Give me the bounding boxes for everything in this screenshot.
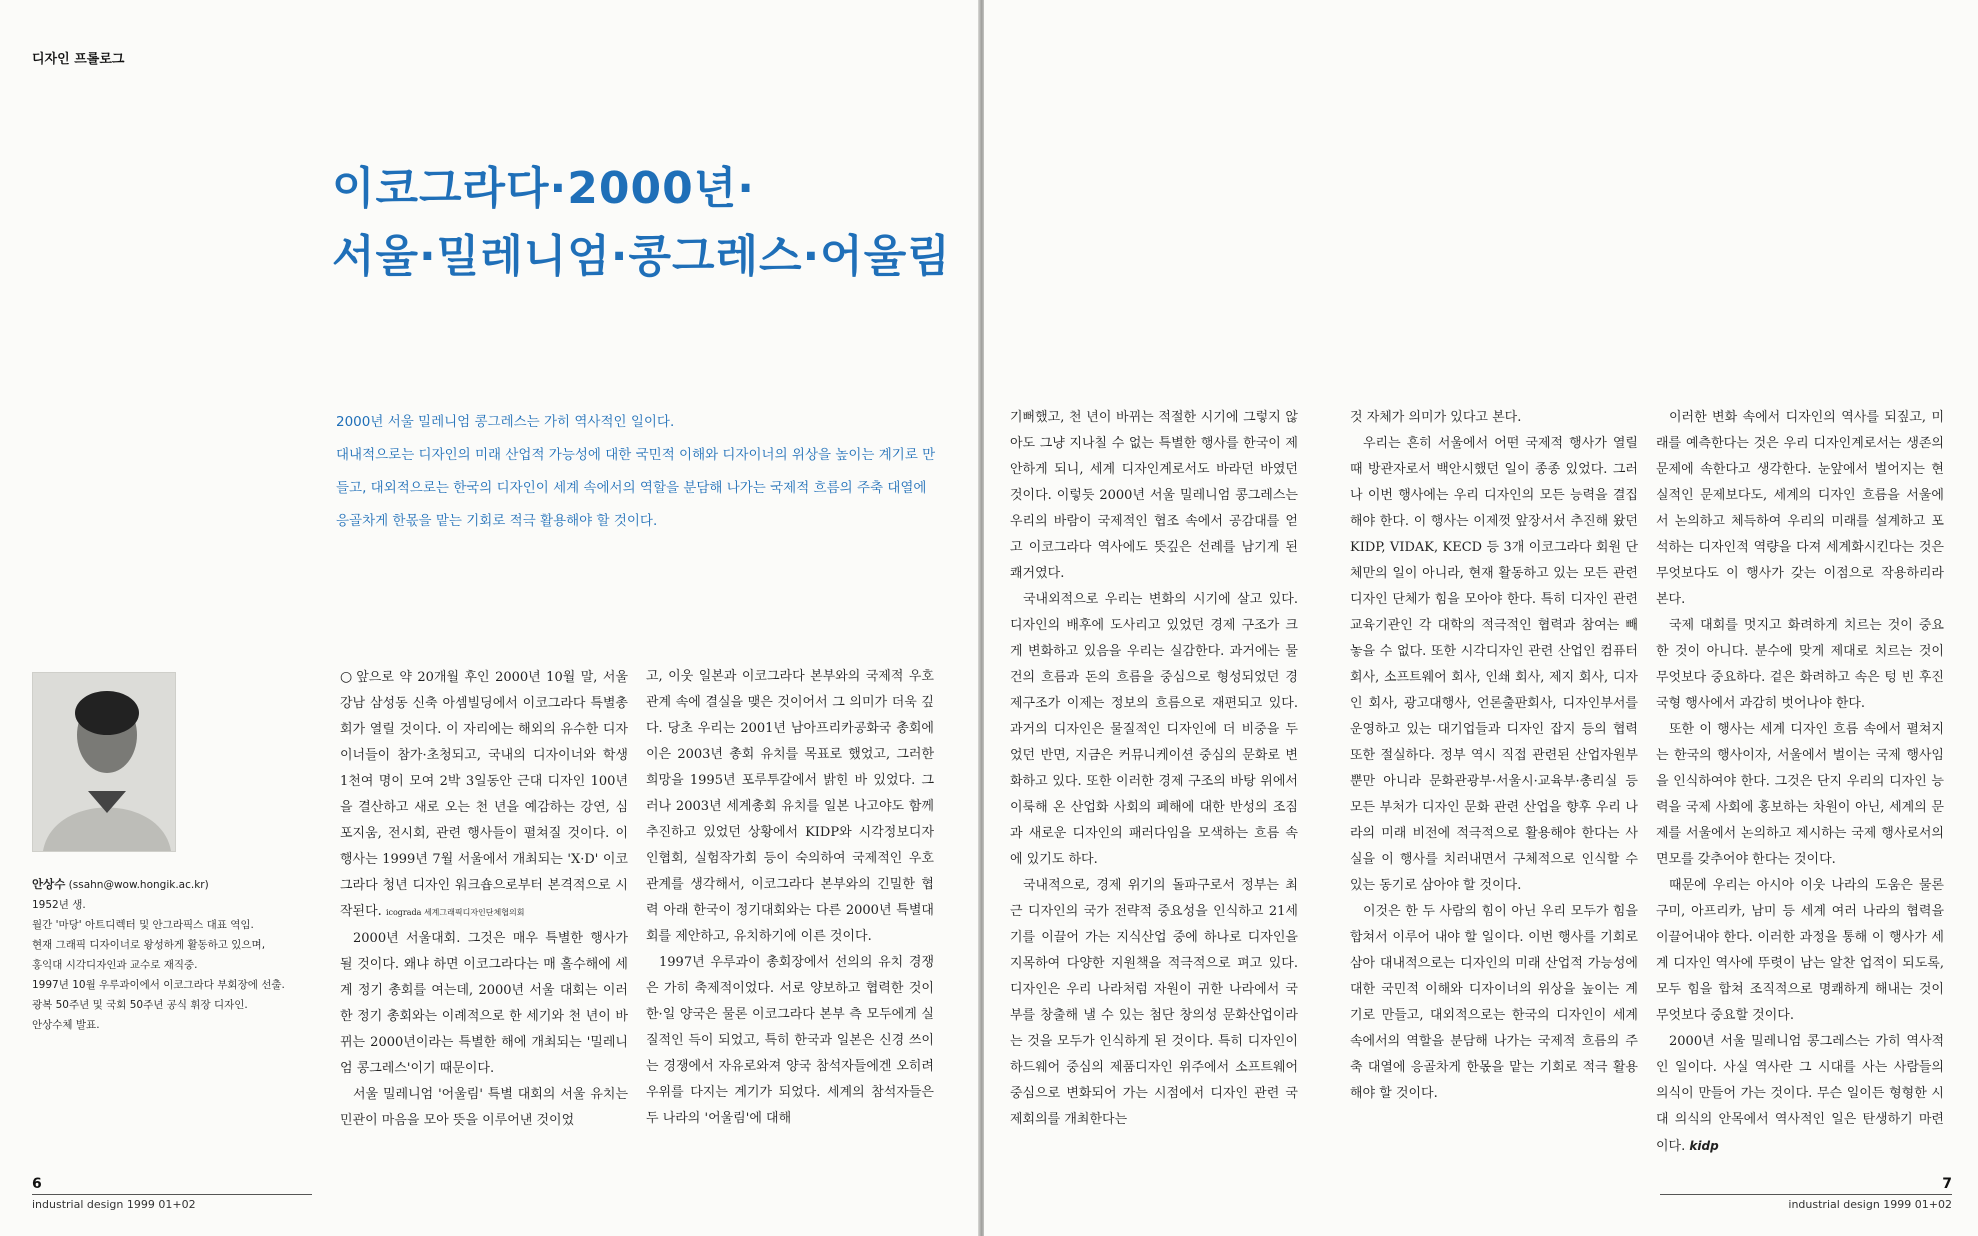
author-email: (ssahn@wow.hongik.ac.kr) [68,879,209,891]
author-name: 안상수 [32,877,66,891]
title-line-2: 서울·밀레니엄·콩그레스·어울림 [332,231,951,282]
bio-line: 1952년 생. [32,899,86,911]
left-page [0,0,980,1236]
body-column-2 [646,664,934,1132]
paragraph-marker-icon: ○ [340,669,353,685]
author-photo [32,672,176,852]
bio-line: 광복 50주년 및 국회 50주년 공식 휘장 디자인. [32,999,248,1011]
body-column-1 [340,664,628,1134]
paragraph: 국제 대회를 멋지고 화려하게 치르는 것이 중요한 것이 아니다. 분수에 맞게 제대로 치르는 것이 무엇보다 중요하다. 겉은 화려하고 속은 텅 빈 후진국형 행사에서 과감히 벗어나야 한다. [1656,618,1944,711]
paragraph: 기뻐했고, 천 년이 바뀌는 적절한 시기에 그렇지 않아도 그냥 지나칠 수 없는 특별한 행사를 한국이 제안하게 되니, 세계 디자인계로서도 바라던 바였던 것이다. 이렇듯 2000년 서울 밀레니엄 콩그레스는 우리의 바람이 국제적인 협조 속에서 공감대를 얻고 이코그라다 역사에도 뜻깊은 선례를 남기게 된 쾌거였다. [1010,410,1298,581]
author-bio [32,874,302,1035]
body-column-4 [1350,405,1638,1107]
footer-rule [32,1194,312,1195]
body-column-5 [1656,405,1944,1160]
paragraph: 이러한 변화 속에서 디자인의 역사를 되짚고, 미래를 예측한다는 것은 우리 디자인계로서는 생존의 문제에 속한다고 생각한다. 눈앞에서 벌어지는 현실적인 문제보다도, 세계의 디자인 흐름을 서울에서 논의하고 체득하여 우리의 미래를 설계하고 포석하는 디자인적 역량을 다져 세계화시킨다는 것은 무엇보다도 이 행사가 갖는 이점으로 작용하리라 본다. [1656,410,1944,607]
lead-line-2: 대내적으로는 디자인의 미래 산업적 가능성에 대한 국민적 이해와 디자이너의 위상을 높이는 계기로 만들고, 대외적으로는 한국의 디자인이 세계 속에서의 역할을 분담해 나가는 국제적 흐름의 주축 대열에 응골차게 한몫을 맡는 기회로 적극 활용해야 할 것이다. [336,447,936,529]
body-column-3 [1010,405,1298,1133]
paragraph: 앞으로 약 20개월 후인 2000년 10월 말, 서울 강남 삼성동 신축 아셈빌딩에서 이코그라다 특별총회가 열릴 것이다. 이 자리에는 해외의 유수한 디자이너들이 참가·초청되고, 국내의 디자이너와 학생 1천여 명이 모여 2박 3일동안 근대 디자인 100년을 결산하고 새로 오는 천 년을 예감하는 강연, 심포지움, 전시회, 관련 행사들이 펼쳐질 것이다. 이 행사는 1999년 7월 서울에서 개최되는 'X·D' 이코그라다 청년 디자인 워크숍으로부터 본격적으로 시작된다. [340,670,628,919]
author-portrait-image [33,673,175,851]
title-line-1: 이코그라다·2000년· [332,163,755,214]
paragraph: 이것은 한 두 사람의 힘이 아닌 우리 모두가 힘을 합쳐서 이루어 내야 할 일이다. 이번 행사를 기회로 삼아 대내적으로는 디자인의 미래 산업적 가능성에 대한 국민적 이해와 디자이너의 위상을 높이는 계기로 만들고, 대외적으로는 한국의 디자인이 세계 속에서의 역할을 분담해 나가는 국제적 흐름의 주축 대열에 응골차게 한몫을 맡는 기회로 적극 활용해야 할 것이다. [1350,904,1638,1101]
lead-paragraph [336,406,936,538]
paragraph: 또한 이 행사는 세계 디자인 흐름 속에서 펼쳐지는 한국의 행사이자, 서울에서 벌이는 국제 행사임을 인식하여야 한다. 그것은 단지 우리의 디자인 능력을 국제 사회에 홍보하는 차원이 아닌, 세계의 문제를 서울에서 논의하고 제시하는 국제 행사로서의 면모를 갖추어야 한다는 것이다. [1656,722,1944,867]
bio-line: 현재 그래픽 디자이너로 왕성하게 활동하고 있으며, [32,939,266,951]
lead-line-1: 2000년 서울 밀레니엄 콩그레스는 가히 역사적인 일이다. [336,414,675,430]
footer-text: industrial design 1999 01+02 [32,1198,196,1211]
paragraph: 2000년 서울대회. 그것은 매우 특별한 행사가 될 것이다. 왜냐 하면 이코그라다는 매 홀수해에 세계 정기 총회를 여는데, 2000년 서울 대회는 이러한 정기 총회와는 이례적으로 한 세기와 천 년이 바뀌는 2000년이라는 특별한 해에 개최되는 '밀레니엄 콩그레스'이기 때문이다. [340,931,628,1076]
paragraph: 국내적으로, 경제 위기의 돌파구로서 정부는 최근 디자인의 국가 전략적 중요성을 인식하고 21세기를 이끌어 가는 지식산업 중에 하나로 디자인을 지목하여 다양한 지원책을 적극적으로 펴고 있다. 디자인은 우리 나라처럼 자원이 귀한 나라에서 국부를 창출해 낼 수 있는 첨단 창의성 문화산업이라는 것을 모두가 인식하게 된 것이다. 특히 디자인이 하드웨어 중심의 제품디자인 위주에서 소프트웨어 중심으로 변화되어 가는 시점에서 디자인 관련 국제회의를 개최한다는 [1010,878,1298,1127]
paragraph: 2000년 서울 밀레니엄 콩그레스는 가히 역사적인 일이다. 사실 역사란 그 시대를 사는 사람들의 의식이 만들어 가는 것이다. 무슨 일이든 형형한 시대 의식의 안목에서 역사적인 일은 탄생하기 마련이다. [1656,1034,1944,1154]
bio-line: 홍익대 시각디자인과 교수로 재직중. [32,959,198,971]
paragraph: 서울 밀레니엄 '어울림' 특별 대회의 서울 유치는 민관이 마음을 모아 뜻을 이루어낸 것이었 [340,1087,628,1128]
bio-line: 월간 '마당' 아트디렉터 및 안그라픽스 대표 역임. [32,919,254,931]
paragraph: 것 자체가 의미가 있다고 본다. [1350,410,1522,425]
kidp-mark: kidp [1689,1139,1719,1153]
page-number: 6 [32,1176,42,1192]
inline-note: icograda 세계그래픽디자인단체협의회 [385,908,525,917]
paragraph: 1997년 우루과이 총회장에서 선의의 유치 경쟁은 가히 축제적이었다. 서로 양보하고 협력한 것이 한·일 양국은 물론 이코그라다 본부 측 모두에게 실질적인 득이 되었고, 특히 한국과 일본은 신경 쓰이는 경쟁에서 자유로와져 양국 참석자들에겐 오히려 우위를 다지는 계기가 되었다. 세계의 참석자들은 두 나라의 '어울림'에 대해 [646,955,934,1126]
bio-line: 1997년 10월 우루과이에서 이코그라다 부회장에 선출. [32,979,285,991]
paragraph: 국내외적으로 우리는 변화의 시기에 살고 있다. 디자인의 배후에 도사리고 있었던 경제 구조가 크게 변화하고 있음을 우리는 실감한다. 과거에는 물건의 흐름과 돈의 흐름을 중심으로 형성되었던 경제구조가 이제는 정보의 흐름으로 재편되고 있다. 과거의 디자인은 물질적인 디자인에 더 비중을 두었던 반면, 지금은 커뮤니케이션 중심의 문화로 변화하고 있다. 또한 이러한 경제 구조의 바탕 위에서 이룩해 온 산업화 사회의 폐해에 대한 반성의 조짐과 새로운 디자인의 패러다임을 모색하는 흐름 속에 있기도 하다. [1010,592,1298,867]
footer-text: industrial design 1999 01+02 [1788,1198,1952,1211]
footer-rule [1660,1194,1952,1195]
article-title [332,155,951,291]
section-label: 디자인 프롤로그 [32,52,125,67]
bio-line: 안상수체 발표. [32,1019,100,1031]
paragraph: 고, 이웃 일본과 이코그라다 본부와의 국제적 우호관계 속에 결실을 맺은 것이어서 그 의미가 더욱 깊다. 당초 우리는 2001년 남아프리카공화국 총회에 이은 2003년 총회 유치를 목표로 했었고, 그러한 희망을 1995년 포루투갈에서 밝힌 바 있었다. 그러나 2003년 세계총회 유치를 일본 나고야도 함께 추진하고 있었던 상황에서 KIDP와 시각정보디자인협회, 실험작가회 등이 숙의하여 국제적인 우호관계를 생각해서, 이코그라다 본부와의 긴밀한 협력 아래 한국이 정기대회와는 다른 2000년 특별대회를 제안하고, 유치하기에 이른 것이다. [646,669,934,944]
paragraph: 때문에 우리는 아시아 이웃 나라의 도움은 물론 구미, 아프리카, 남미 등 세계 여러 나라의 협력을 이끌어내야 한다. 이러한 과정을 통해 이 행사가 세계 디자인 역사에 뚜렷이 남는 알찬 업적이 되도록, 모두 힘을 합쳐 조직적으로 명쾌하게 해내는 것이 무엇보다 중요할 것이다. [1656,878,1944,1023]
right-page [984,0,1978,1236]
paragraph: 우리는 흔히 서울에서 어떤 국제적 행사가 열릴 때 방관자로서 백안시했던 일이 종종 있었다. 그러나 이번 행사에는 우리 디자인의 모든 능력을 결집해야 한다. 이 행사는 이제껏 앞장서서 추진해 왔던 KIDP, VIDAK, KECD 등 3개 이코그라다 회원 단체만의 일이 아니라, 현재 활동하고 있는 모든 관련 디자인 단체가 힘을 모아야 한다. 특히 디자인 관련 교육기관인 각 대학의 적극적인 협력과 참여는 빼놓을 수 없다. 또한 시각디자인 관련 산업인 컴퓨터 회사, 소프트웨어 회사, 인쇄 회사, 제지 회사, 디자인 회사, 광고대행사, 언론출판회사, 디자인부서를 운영하고 있는 대기업들과 디자인 잡지 등의 협력 또한 절실하다. 정부 역시 직접 관련된 산업자원부뿐만 아니라 문화관광부·서울시·교육부·총리실 등 모든 부처가 디자인 문화 관련 산업을 향후 우리 나라의 미래 비전에 적극적으로 활용해야 한다는 사실을 이 행사를 치러내면서 구체적으로 인식할 수 있는 동기로 삼아야 할 것이다. [1350,436,1638,893]
page-number: 7 [1942,1176,1952,1192]
